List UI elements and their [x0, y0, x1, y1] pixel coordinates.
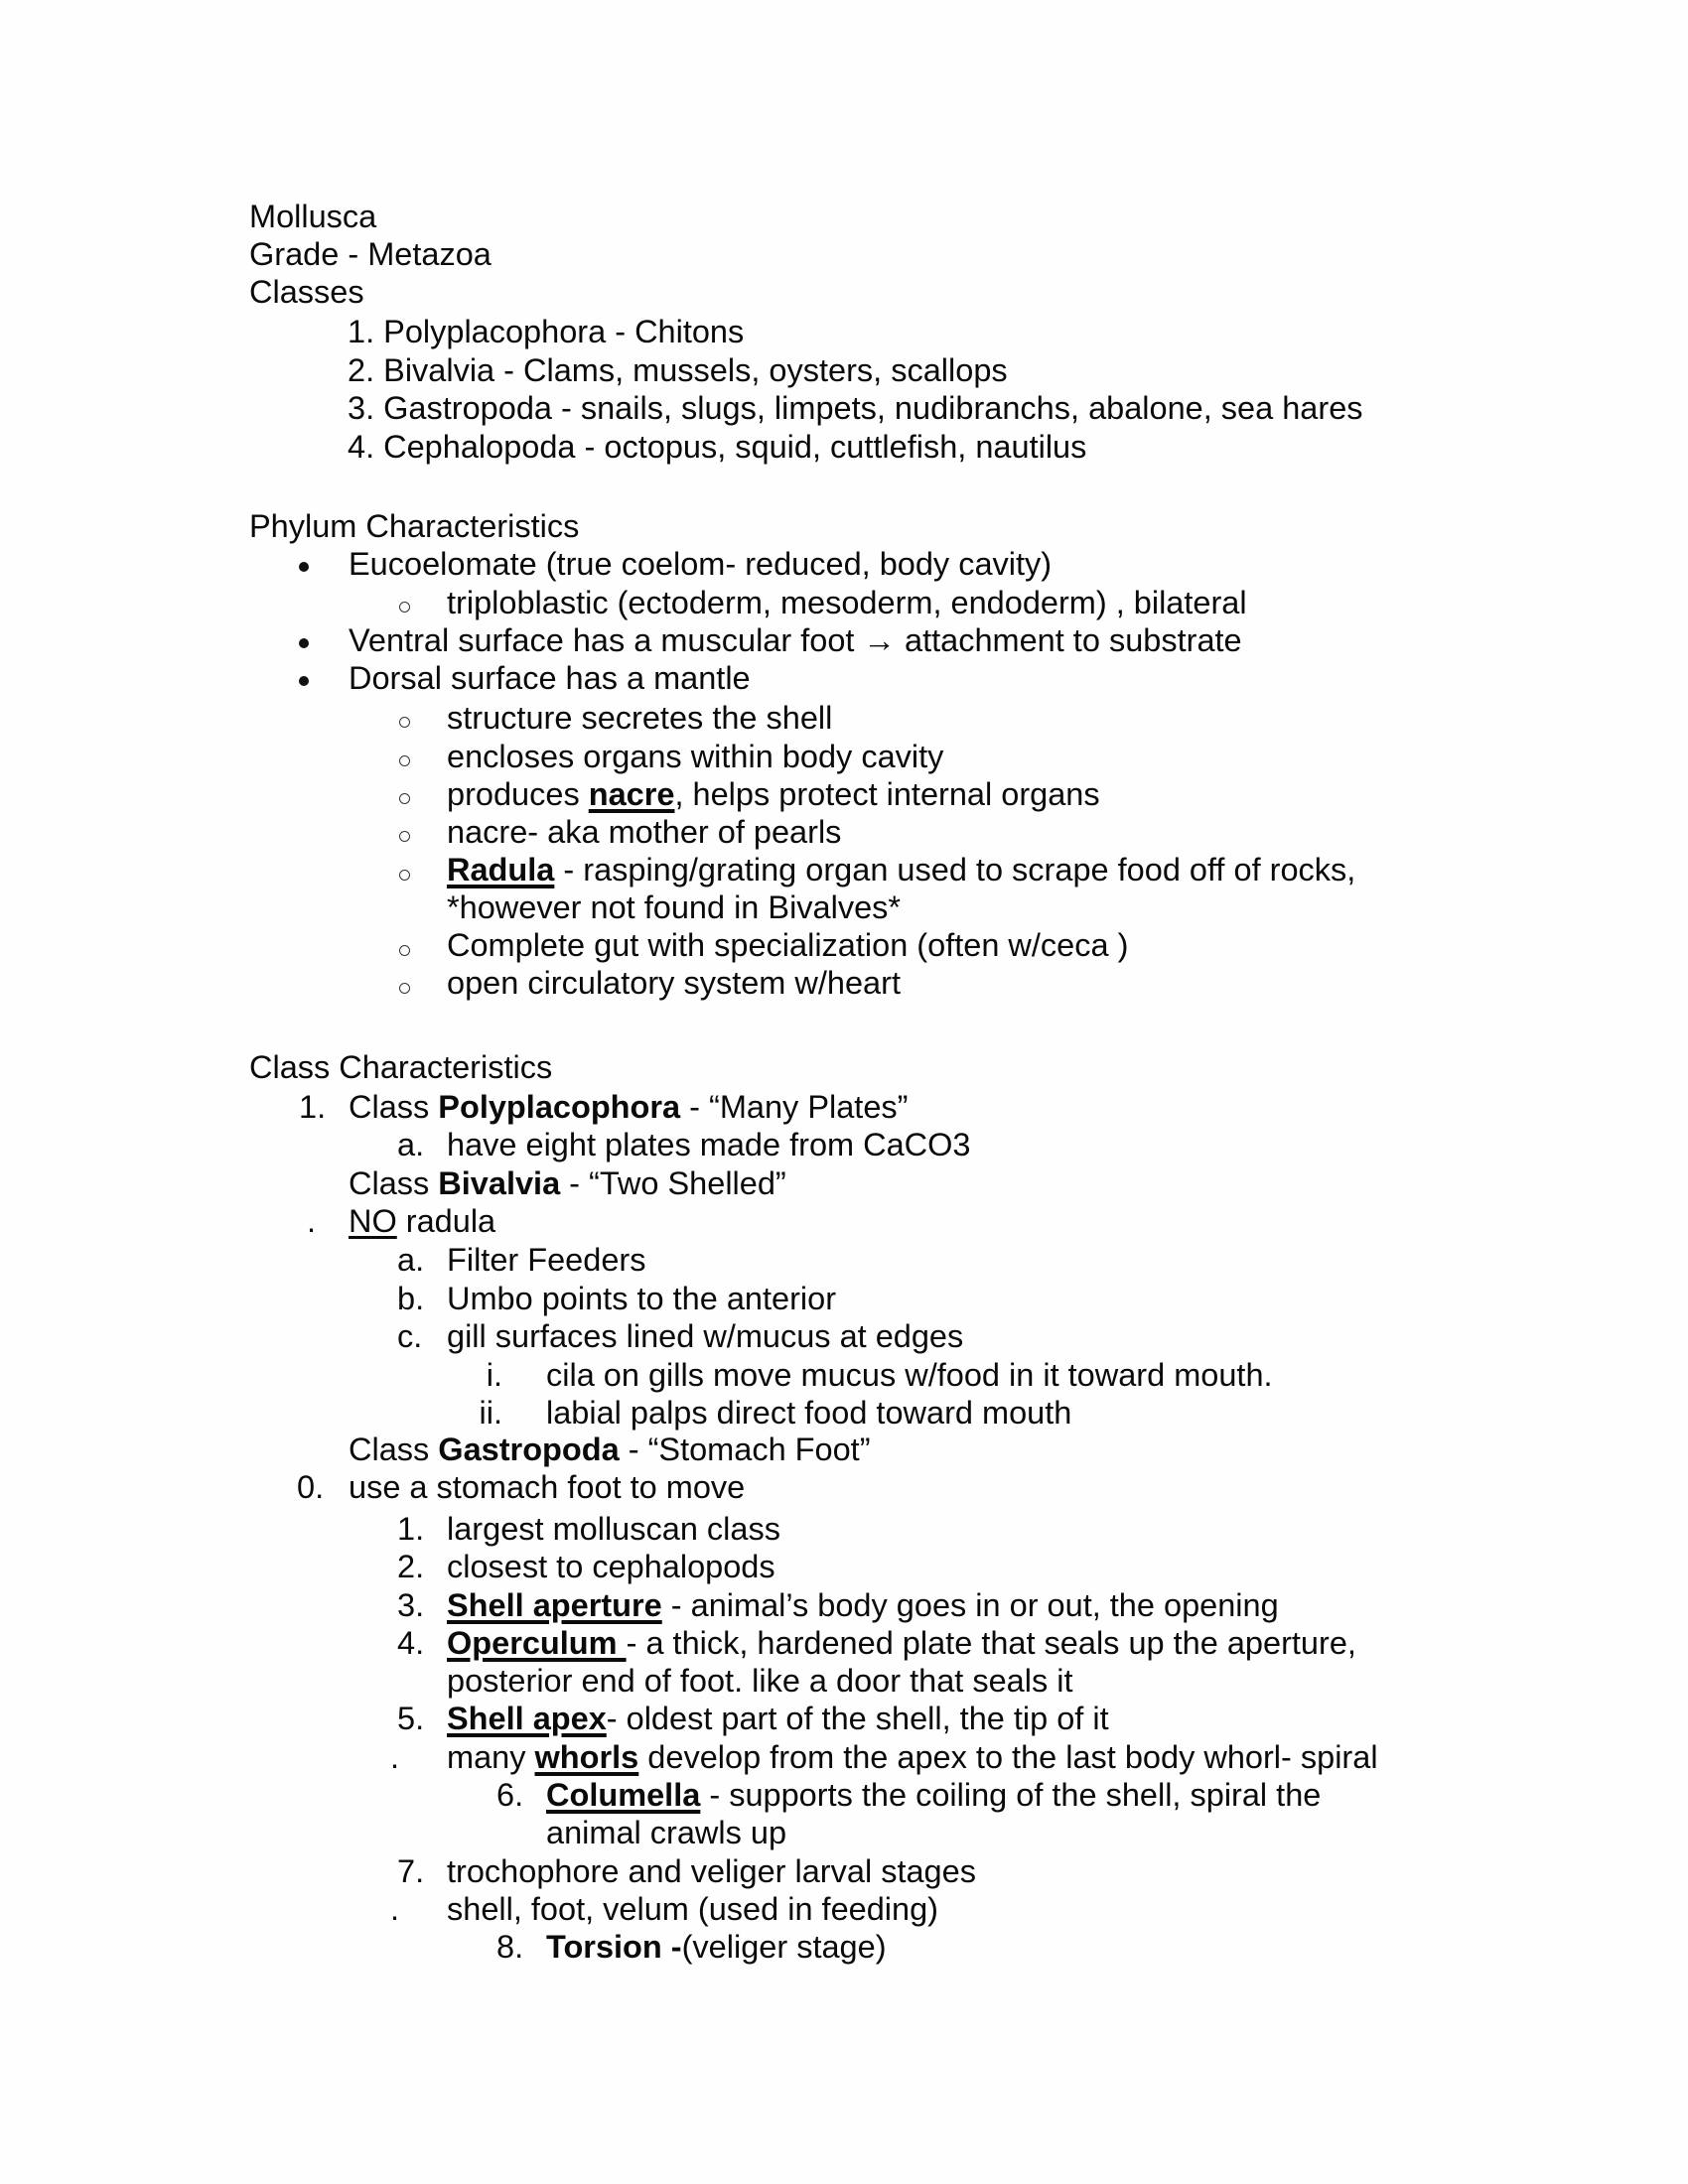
- bullet-disc-icon: [299, 638, 309, 648]
- list-number: 3.: [397, 1587, 425, 1623]
- list-roman: ii.: [479, 1395, 502, 1431]
- gastropoda-item-columella: [546, 1776, 1321, 1814]
- classes-heading: Classes: [249, 274, 364, 310]
- term-operculum: Operculum: [447, 1625, 627, 1661]
- mantle-item-gut: Complete gut with specialization (often w/ceca ): [447, 927, 1129, 963]
- term-torsion: Torsion -: [546, 1929, 682, 1965]
- mantle-item-nacre-aka: nacre- aka mother of pearls: [447, 814, 842, 850]
- gastropoda-item-whorls: [447, 1738, 1378, 1776]
- list-number: 2.: [397, 1549, 425, 1584]
- gastropoda-item-shell-foot: shell, foot, velum (used in feeding): [447, 1891, 938, 1927]
- list-text: Cephalopoda - octopus, squid, cuttlefish, nautilus: [383, 429, 1087, 465]
- text-run: - supports the coiling of the shell, spiral the: [700, 1777, 1322, 1813]
- bullet-circle-icon: [399, 870, 410, 881]
- list-dot-marker: .: [390, 1739, 400, 1775]
- text-run: , helps protect internal organs: [674, 776, 1100, 812]
- bivalvia-item: gill surfaces lined w/mucus at edges: [447, 1318, 964, 1354]
- list-number: 0.: [297, 1469, 325, 1505]
- gastropoda-item: largest molluscan class: [447, 1511, 780, 1547]
- doc-title: Mollusca: [249, 199, 377, 234]
- text-run: - animal’s body goes in or out, the opening: [661, 1587, 1279, 1623]
- list-letter: a.: [397, 1242, 425, 1278]
- list-text: Bivalvia - Clams, mussels, oysters, scallops: [383, 352, 1008, 388]
- term-shell-aperture: Shell aperture: [447, 1587, 662, 1623]
- list-letter: a.: [397, 1127, 425, 1162]
- phylum-subitem-triploblastic: triploblastic (ectoderm, mesoderm, endoderm) , bilateral: [447, 585, 1247, 620]
- gastropoda-item-shell-apex: [447, 1700, 1109, 1737]
- class-gastropoda-title: [349, 1431, 871, 1468]
- class-list-item: [348, 389, 1363, 427]
- list-number: 6.: [496, 1777, 524, 1813]
- bullet-circle-icon: [399, 602, 410, 613]
- bullet-circle-icon: [399, 945, 410, 956]
- class-name: Polyplacophora: [438, 1089, 681, 1125]
- gastropoda-item: closest to cephalopods: [447, 1549, 775, 1584]
- text-run: - a thick, hardened plate that seals up the aperture,: [626, 1625, 1356, 1661]
- bivalvia-subitem: labial palps direct food toward mouth: [546, 1395, 1072, 1431]
- text-run: - “Many Plates”: [680, 1089, 909, 1125]
- class-list-item: [348, 351, 1008, 389]
- mantle-item-structure: structure secretes the shell: [447, 700, 833, 736]
- text-run: many: [447, 1739, 535, 1775]
- list-letter: b.: [397, 1281, 425, 1316]
- class-list-item: [348, 428, 1086, 466]
- list-number: 4.: [348, 429, 375, 465]
- mantle-item-produces: [447, 775, 1100, 813]
- list-text: Polyplacophora - Chitons: [383, 314, 745, 349]
- class-chars-heading: Class Characteristics: [249, 1049, 553, 1085]
- gastropoda-item-shell-aperture: [447, 1586, 1279, 1624]
- bullet-circle-icon: [399, 717, 410, 728]
- class-bivalvia-title: [349, 1164, 786, 1202]
- gastropoda-item-operculum: [447, 1624, 1356, 1662]
- list-text: Gastropoda - snails, slugs, limpets, nudibranchs, abalone, sea hares: [383, 390, 1363, 426]
- bullet-circle-icon: [399, 793, 410, 804]
- list-number: 4.: [397, 1625, 425, 1661]
- text-run: Class: [349, 1165, 439, 1201]
- text-run: (veliger stage): [681, 1929, 887, 1965]
- mantle-item-circulatory: open circulatory system w/heart: [447, 965, 901, 1001]
- term-whorls: whorls: [534, 1739, 639, 1775]
- list-number: 5.: [397, 1701, 425, 1736]
- term-no: NO: [349, 1203, 397, 1239]
- list-letter: c.: [397, 1318, 423, 1354]
- list-number: 1.: [299, 1089, 327, 1125]
- gastropoda-stomach-foot: use a stomach foot to move: [349, 1469, 746, 1505]
- text-run: - “Two Shelled”: [560, 1165, 786, 1201]
- bivalvia-no-radula: [349, 1202, 495, 1240]
- class-name: Bivalvia: [438, 1165, 561, 1201]
- phylum-heading: Phylum Characteristics: [249, 508, 580, 544]
- bivalvia-item: Filter Feeders: [447, 1242, 646, 1278]
- list-number: 7.: [397, 1853, 425, 1889]
- text-run: Class: [349, 1089, 439, 1125]
- term-shell-apex: Shell apex: [447, 1701, 607, 1736]
- list-dot-marker: .: [390, 1891, 400, 1927]
- bivalvia-item: Umbo points to the anterior: [447, 1281, 837, 1316]
- list-number: 1.: [348, 314, 375, 349]
- text-run: - “Stomach Foot”: [619, 1432, 871, 1467]
- bullet-disc-icon: [299, 676, 309, 686]
- gastropoda-item-operculum-continued: posterior end of foot. like a door that seals it: [447, 1663, 1073, 1699]
- gastropoda-item-torsion: [546, 1928, 887, 1966]
- term-radula: Radula: [447, 852, 555, 887]
- list-number: 8.: [496, 1929, 524, 1965]
- class-name: Gastropoda: [438, 1432, 620, 1467]
- gastropoda-item-columella-continued: animal crawls up: [546, 1815, 787, 1850]
- class-list-item: [348, 313, 744, 350]
- list-number: 1.: [397, 1511, 425, 1547]
- poly-item-plates: have eight plates made from CaCO3: [447, 1127, 971, 1162]
- phylum-item-eucoelomate: Eucoelomate (true coelom- reduced, body cavity): [349, 546, 1053, 582]
- text-run: radula: [396, 1203, 496, 1239]
- list-roman: i.: [486, 1357, 502, 1393]
- list-dot-marker: .: [307, 1203, 317, 1239]
- text-run: produces: [447, 776, 589, 812]
- text-run: - oldest part of the shell, the tip of it: [606, 1701, 1109, 1736]
- grade-line: Grade - Metazoa: [249, 236, 492, 272]
- bullet-circle-icon: [399, 755, 410, 766]
- mantle-item-encloses: encloses organs within body cavity: [447, 739, 944, 774]
- bullet-circle-icon: [399, 831, 410, 842]
- list-number: 2.: [348, 352, 375, 388]
- mantle-item-radula: [447, 851, 1355, 888]
- gastropoda-item: trochophore and veliger larval stages: [447, 1853, 976, 1889]
- phylum-item-dorsal: Dorsal surface has a mantle: [349, 660, 751, 696]
- phylum-item-ventral: Ventral surface has a muscular foot → attachment to substrate: [349, 622, 1242, 658]
- bullet-circle-icon: [399, 983, 410, 994]
- text-run: Class: [349, 1432, 439, 1467]
- text-run: develop from the apex to the last body whorl- spiral: [638, 1739, 1378, 1775]
- term-columella: Columella: [546, 1777, 701, 1813]
- list-number: 3.: [348, 390, 375, 426]
- mantle-item-radula-continued: *however not found in Bivalves*: [447, 889, 902, 925]
- bullet-disc-icon: [299, 562, 309, 572]
- term-nacre: nacre: [588, 776, 675, 812]
- bivalvia-subitem: cila on gills move mucus w/food in it toward mouth.: [546, 1357, 1273, 1393]
- text-run: - rasping/grating organ used to scrape food off of rocks,: [554, 852, 1356, 887]
- class-polyplacophora-title: [349, 1088, 908, 1126]
